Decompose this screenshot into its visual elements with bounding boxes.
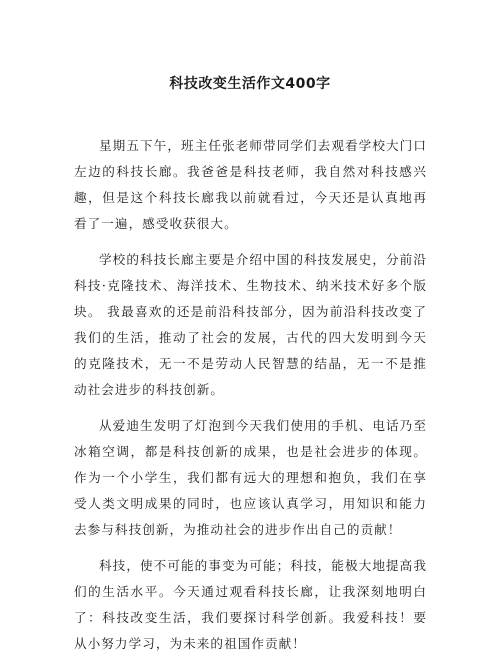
paragraph-2: 学校的科技长廊主要是介绍中国的科技发展史，分前沿科技·克隆技术、海洋技术、生物技术、纳米技术好多个版块。 我最喜欢的还是前沿科技部分，因为前沿科技改变了我们的生活，推动了社会的发展，古代的四大发明到今天的克隆技术，无一不是劳动人民智慧的结晶，无一不是推动社会进步的科技创新。: [74, 252, 427, 397]
paragraph-3: 从爱迪生发明了灯泡到今天我们使用的手机、电话乃至冰箱空调，都是科技创新的成果，也是社会进步的体现。作为一个小学生，我们都有远大的理想和抱负，我们在享受人类文明成果的同时，也应该认真学习，用知识和能力去参与科技创新，为推动社会的进步作出自己的贡献！: [74, 418, 427, 537]
paragraph-4: 科技，使不可能的事变为可能；科技，能极大地提高我们的生活水平。今天通过观看科技长廊，让我深刻地明白了：科技改变生活，我们要探讨科学创新。我爱科技！要从小努力学习，为未来的祖国作贡献！: [74, 558, 427, 651]
document-title: 科技改变生活作文400字: [169, 76, 331, 92]
paragraph-1: 星期五下午，班主任张老师带同学们去观看学校大门口左边的科技长廊。我爸爸是科技老师，我自然对科技感兴趣，但是这个科技长廊我以前就看过，今天还是认真地再看了一遍，感受收获很大。: [74, 138, 427, 231]
document-body: [74, 133, 427, 667]
